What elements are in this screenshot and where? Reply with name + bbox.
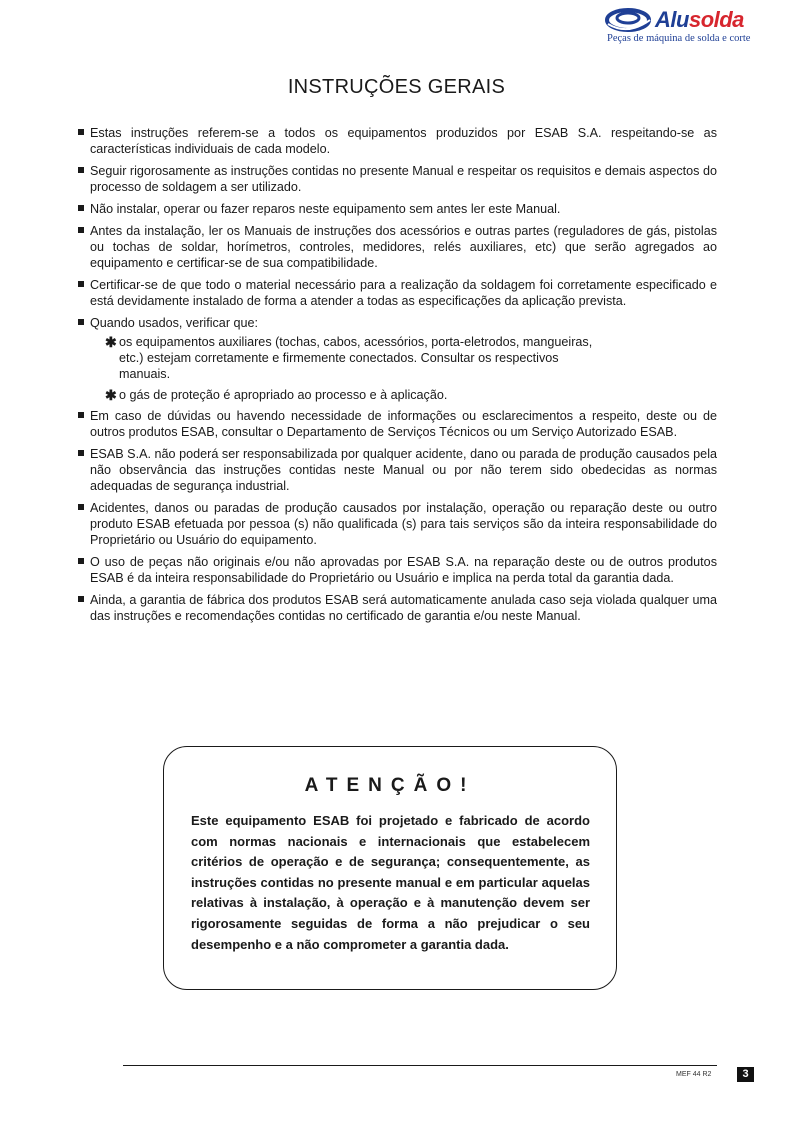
brand-logo [600, 4, 760, 48]
sub-list-item [77, 334, 717, 382]
list-item-text: Seguir rigorosamente as instruções contidas no presente Manual e respeitar os requisitos e demais aspectos do processo de soldagem a ser utilizado. [90, 164, 717, 194]
brand-name [655, 7, 744, 33]
list-item [77, 277, 717, 309]
brand-name-part1: Alu [655, 7, 689, 32]
list-item-text: Não instalar, operar ou fazer reparos neste equipamento sem antes ler este Manual. [90, 202, 561, 216]
list-item [77, 163, 717, 195]
list-item-text: ESAB S.A. não poderá ser responsabilizada por qualquer acidente, dano ou parada de produção causados pela não observância das instruções contidas neste Manual ou por não terem sido obedecidas as normas adequadas de segurança industrial. [90, 447, 717, 493]
bullet-icon [78, 558, 84, 564]
instructions-list [77, 125, 717, 630]
list-item-text: Ainda, a garantia de fábrica dos produtos ESAB será automaticamente anulada caso seja violada qualquer uma das instruções e recomendações contidas no certificado de garantia e/ou neste Manual. [90, 593, 717, 623]
list-item-text: Estas instruções referem-se a todos os equipamentos produzidos por ESAB S.A. respeitando-se as características individuais de cada modelo. [90, 126, 717, 156]
list-item [77, 500, 717, 548]
asterisk-icon: ✱ [105, 334, 117, 350]
footer-divider [123, 1065, 717, 1066]
bullet-icon [78, 412, 84, 418]
list-item [77, 223, 717, 271]
list-item [77, 554, 717, 586]
sub-list-item [77, 387, 717, 403]
list-item [77, 408, 717, 440]
list-item [77, 446, 717, 494]
list-item-text: Quando usados, verificar que: [90, 316, 259, 330]
list-item [77, 592, 717, 624]
notice-body: Este equipamento ESAB foi projetado e fabricado de acordo com normas nacionais e internacionais que estabelecem critérios de operação e de segurança; consequentemente, as instruções contidas no presente manual e em particular aquelas relativas à instalação, à operação e à manutenção devem ser rigorosamente seguidas de forma a não prejudicar o seu desempenho e a não comprometer a garantia dada. [191, 813, 590, 952]
list-item-text: Certificar-se de que todo o material necessário para a realização da soldagem foi corretamente especificado e está devidamente instalado de forma a atender a todas as especificações da aplicação prevista. [90, 278, 717, 308]
bullet-icon [78, 281, 84, 287]
list-item-text: Antes da instalação, ler os Manuais de instruções dos acessórios e outras partes (reguladores de gás, pistolas ou tochas de soldar, horímetros, controles, medidores, relés auxiliares, etc) que serão agregados ao equipamento e certificar-se de sua compatibilidade. [90, 224, 717, 270]
bullet-icon [78, 227, 84, 233]
page-number: 3 [737, 1067, 754, 1082]
bullet-icon [78, 129, 84, 135]
sub-list-item-text: os equipamentos auxiliares (tochas, cabos, acessórios, porta-eletrodos, mangueiras, etc.) estejam corretamente e firmemente conectados. Consultar os respectivos manuais. [119, 335, 593, 381]
asterisk-icon: ✱ [105, 387, 117, 403]
attention-notice-box [163, 746, 617, 990]
brand-tagline: Peças de máquina de solda e corte [607, 33, 751, 44]
sub-list-item-text: o gás de proteção é apropriado ao processo e à aplicação. [119, 388, 448, 402]
list-item-text: O uso de peças não originais e/ou não aprovadas por ESAB S.A. na reparação deste ou de outros produtos ESAB é da inteira responsabilidade do Proprietário ou Usuário e implica na perda total da garantia dada. [90, 555, 717, 585]
page-title: INSTRUÇÕES GERAIS [287, 76, 506, 98]
bullet-icon [78, 504, 84, 510]
document-code: MEF 44 R2 [676, 1071, 712, 1078]
bullet-icon [78, 319, 84, 325]
bullet-icon [78, 596, 84, 602]
list-item-text: Em caso de dúvidas ou havendo necessidade de informações ou esclarecimentos a respeito, deste ou de outros produtos ESAB, consultar o Departamento de Serviços Técnicos ou um Serviço Autorizado ESAB. [90, 409, 717, 439]
notice-title: ATENÇÃO! [304, 775, 476, 796]
bullet-icon [78, 167, 84, 173]
list-item [77, 201, 717, 217]
list-item-text: Acidentes, danos ou paradas de produção causados por instalação, operação ou reparação deste ou outro produto ESAB efetuada por pessoa (s) não qualificada (s) para tais serviços são da inteira responsabilidade do Proprietário ou Usuário do equipamento. [90, 501, 717, 547]
list-item [77, 125, 717, 157]
bullet-icon [78, 450, 84, 456]
list-item [77, 315, 717, 331]
bullet-icon [78, 205, 84, 211]
logo-swoosh-icon [604, 6, 654, 34]
brand-name-part2: solda [688, 7, 744, 32]
